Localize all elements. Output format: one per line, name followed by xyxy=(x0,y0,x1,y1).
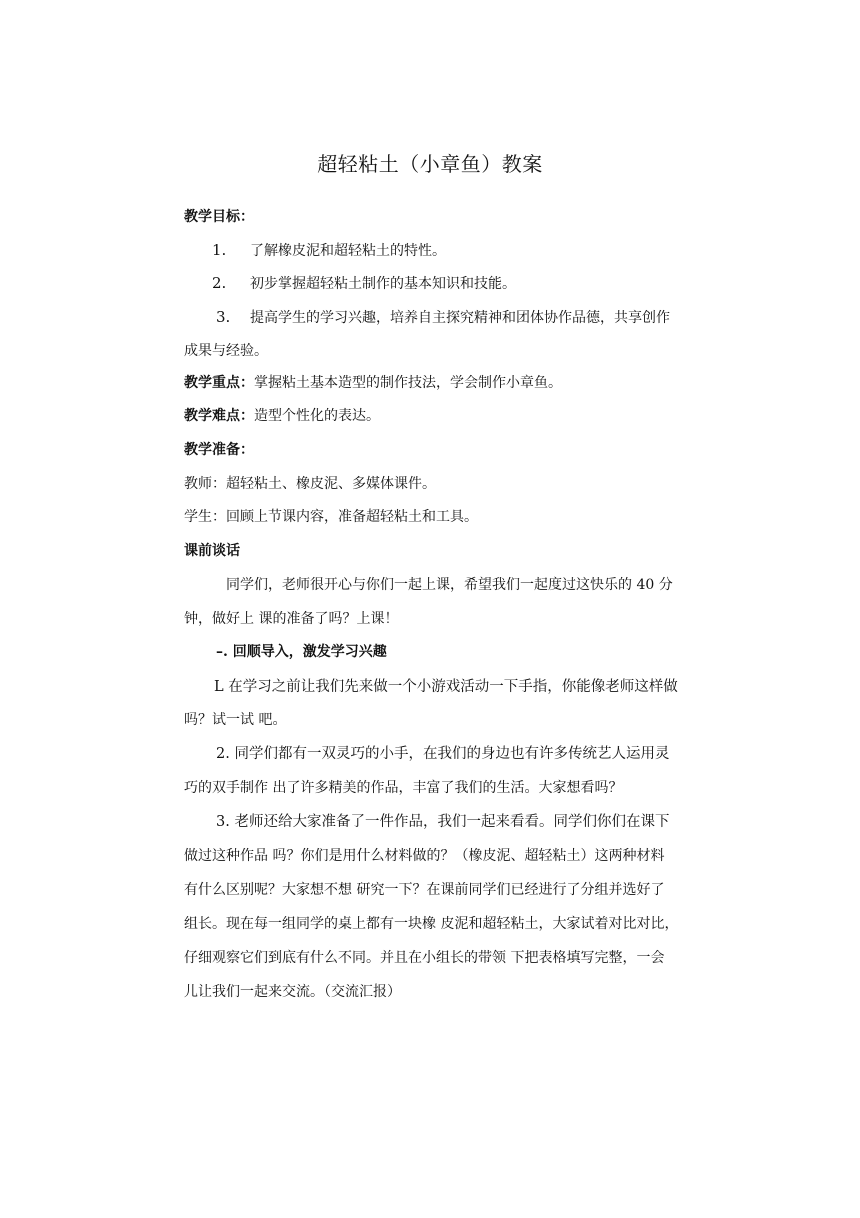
section-one-heading: –. 回顺导入，激发学习兴趣 xyxy=(216,644,387,660)
objectives-heading: 教学目标： xyxy=(184,209,254,225)
difficulties-line xyxy=(184,406,680,426)
objective-text-3: 提高学生的学习兴趣，培养自主探究精神和团体协作品德，共享创作 xyxy=(250,310,670,326)
objective-number-3: 3. xyxy=(216,308,231,326)
section-one-p3-line-3: 有什么区别呢？大家想不想 研究一下？在课前同学们已经进行了分组并选好了 xyxy=(184,882,665,898)
difficulties-label: 教学难点： xyxy=(184,408,254,424)
objective-item-3-continuation: 成果与经验。 xyxy=(184,343,268,359)
objective-text-2: 初步掌握超轻粘土制作的基本知识和技能。 xyxy=(250,276,516,292)
section-one-p3-line-1: 3. 老师还给大家准备了一件作品，我们一起来看看。同学们你们在课下 xyxy=(216,814,670,830)
section-one-p3-line-2: 做过这种作品 吗？你们是用什么材料做的？（橡皮泥、超轻粘土）这两种材料 xyxy=(184,848,665,864)
objective-item-3 xyxy=(216,307,670,328)
pre-class-line-1: 同学们，老师很开心与你们一起上课，希望我们一起度过这快乐的 40 分 xyxy=(226,577,673,593)
section-one-p2-line-1: 2. 同学们都有一双灵巧的小手，在我们的身边也有许多传统艺人运用灵 xyxy=(216,746,670,762)
preparation-student: 学生：回顾上节课内容，准备超轻粘土和工具。 xyxy=(184,509,478,525)
section-one-p3-line-6: 儿让我们一起来交流。（交流汇报） xyxy=(184,984,401,1000)
objective-item-2 xyxy=(212,273,516,294)
key-points-label: 教学重点： xyxy=(184,375,254,391)
objective-text-1: 了解橡皮泥和超轻粘土的特性。 xyxy=(250,243,446,259)
pre-class-line-2: 钟，做好上 课的准备了吗？上课！ xyxy=(184,611,399,627)
key-points-text: 掌握粘土基本造型的制作技法，学会制作小章鱼。 xyxy=(254,375,562,391)
document-title: 超轻粘土（小章鱼）教案 xyxy=(317,152,543,176)
pre-class-heading: 课前谈话 xyxy=(184,543,240,559)
objective-number-2: 2. xyxy=(212,274,227,292)
difficulties-text: 造型个性化的表达。 xyxy=(254,408,380,424)
objective-number-1: 1. xyxy=(212,241,227,259)
key-points-line xyxy=(184,373,680,393)
objective-item-1 xyxy=(212,240,446,261)
section-one-p2-line-2: 巧的双手制作 出了许多精美的作品，丰富了我们的生活。大家想看吗？ xyxy=(184,780,623,796)
section-one-p1-line-1: L 在学习之前让我们先来做一个小游戏活动一下手指，你能像老师这样做 xyxy=(214,679,678,695)
section-one-p3-line-4: 组长。现在每一组同学的桌上都有一块橡 皮泥和超轻粘土，大家试着对比对比， xyxy=(184,916,679,932)
preparation-teacher: 教师：超轻粘土、橡皮泥、多媒体课件。 xyxy=(184,476,436,492)
section-one-p3-line-5: 仔细观察它们到底有什么不同。并且在小组长的带领 下把表格填写完整，一会 xyxy=(184,950,665,966)
section-one-p1-line-2: 吗？试一试 吧。 xyxy=(184,712,287,728)
preparation-heading: 教学准备： xyxy=(184,442,254,458)
